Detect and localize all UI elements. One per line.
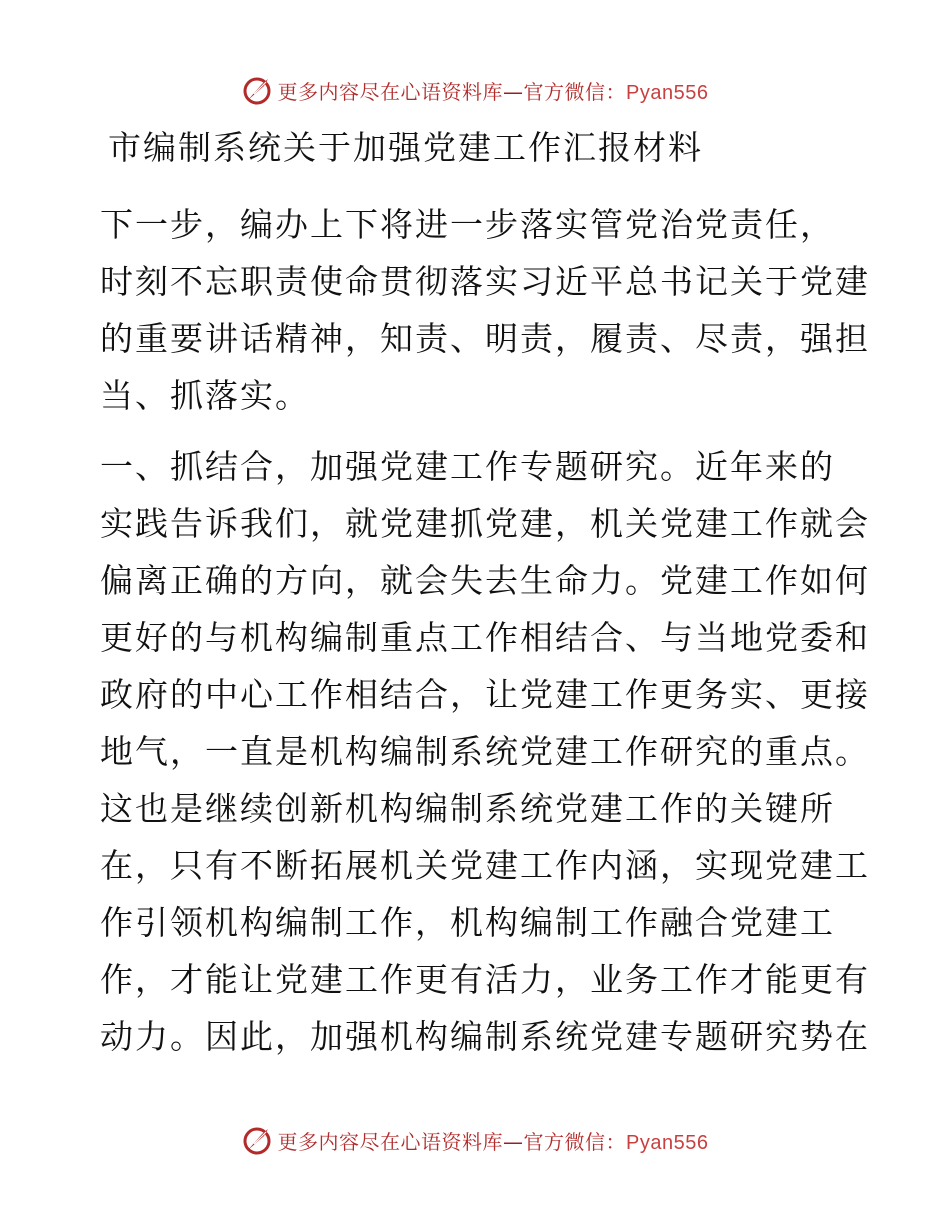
- watermark-separator: —: [503, 1129, 524, 1154]
- watermark-separator: —: [503, 79, 524, 104]
- paragraph-line: 实践告诉我们，就党建抓党建，机关党建工作就会: [100, 504, 870, 543]
- paragraph-1: [100, 196, 870, 424]
- paragraph-line: 更好的与机构编制重点工作相结合、与当地党委和: [100, 618, 870, 657]
- quill-logo-icon: [242, 74, 274, 106]
- paragraph-line: 这也是继续创新机构编制系统党建工作的关键所: [100, 789, 835, 828]
- paragraph-line: 政府的中心工作相结合，让党建工作更务实、更接: [100, 675, 870, 714]
- watermark-text: 更多内容尽在心语资料库: [277, 1129, 504, 1154]
- watermark-wechat-id: Pyan556: [626, 81, 709, 104]
- watermark-label: 官方微信：: [523, 1129, 627, 1154]
- paragraph-line: 地气，一直是机构编制系统党建工作研究的重点。: [100, 732, 870, 771]
- paragraph-line: 作，才能让党建工作更有活力，业务工作才能更有: [100, 960, 870, 999]
- document-title: 市编制系统关于加强党建工作汇报材料: [108, 128, 703, 167]
- paragraph-line: 动力。因此，加强机构编制系统党建专题研究势在: [100, 1017, 870, 1056]
- paragraph-line: 作引领机构编制工作，机构编制工作融合党建工: [100, 903, 835, 942]
- paragraph-line: 的重要讲话精神，知责、明责，履责、尽责，强担: [100, 319, 870, 358]
- paragraph-line: 当、抓落实。: [100, 376, 310, 415]
- watermark-wechat-id: Pyan556: [626, 1131, 709, 1154]
- watermark-text: 更多内容尽在心语资料库: [277, 79, 504, 104]
- header-watermark: [0, 70, 950, 110]
- footer-watermark: [0, 1120, 950, 1160]
- paragraph-line: 在，只有不断拓展机关党建工作内涵，实现党建工: [100, 846, 870, 885]
- paragraph-2: [100, 438, 870, 1065]
- paragraph-line: 下一步，编办上下将进一步落实管党治党责任，: [100, 205, 835, 244]
- paragraph-line: 一、抓结合，加强党建工作专题研究。近年来的: [100, 447, 835, 486]
- quill-logo-icon: [242, 1124, 274, 1156]
- paragraph-line: 时刻不忘职责使命贯彻落实习近平总书记关于党建: [100, 262, 870, 301]
- paragraph-line: 偏离正确的方向，就会失去生命力。党建工作如何: [100, 561, 870, 600]
- watermark-label: 官方微信：: [523, 79, 627, 104]
